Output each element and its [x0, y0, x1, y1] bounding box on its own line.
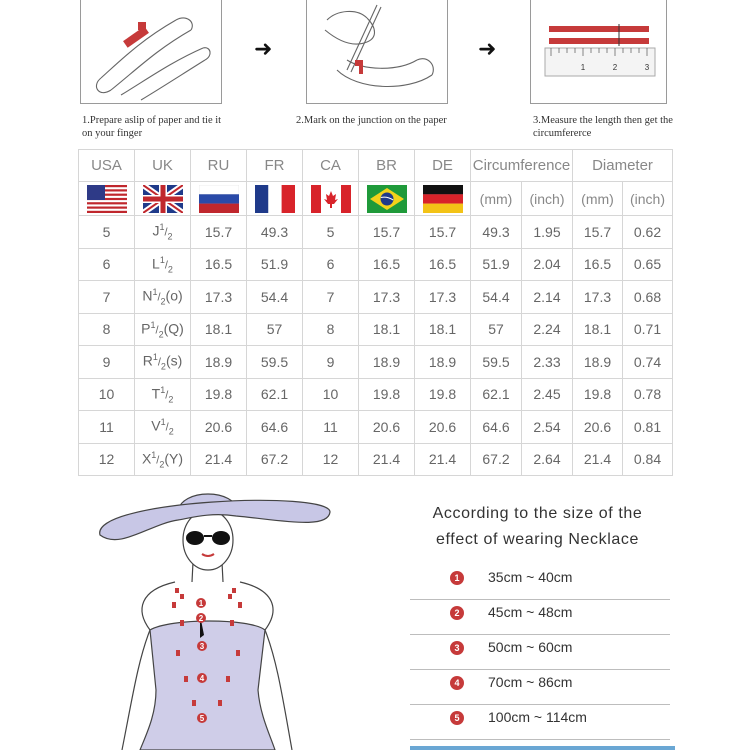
cell-ca: 8	[303, 313, 359, 346]
cell-ru: 16.5	[191, 248, 247, 281]
cell-ru: 21.4	[191, 443, 247, 476]
list-item	[410, 670, 670, 705]
uk-letter: L	[152, 255, 160, 272]
cell-circ-mm: 49.3	[471, 216, 522, 249]
table-row	[79, 443, 673, 476]
necklace-title	[400, 501, 675, 553]
us-flag-icon	[87, 185, 127, 213]
fraction-slash: /	[164, 259, 168, 272]
necklace-length: 35cm ~ 40cm	[488, 569, 573, 585]
fraction-slash: /	[157, 356, 161, 369]
figure-marker: 5	[199, 714, 205, 723]
fraction-slash: /	[165, 421, 169, 434]
cell-circ-in: 2.64	[522, 443, 573, 476]
number-badge: 4	[450, 676, 464, 690]
cell-dia-in: 0.62	[623, 216, 673, 249]
cell-usa: 6	[79, 248, 135, 281]
cell-de: 16.5	[415, 248, 471, 281]
uk-letter: P	[141, 320, 151, 337]
necklace-length: 45cm ~ 48cm	[488, 604, 573, 620]
br-flag-icon	[367, 185, 407, 213]
cell-ca: 6	[303, 248, 359, 281]
cell-circ-mm: 54.4	[471, 281, 522, 314]
table-row	[79, 216, 673, 249]
cell-dia-in: 0.71	[623, 313, 673, 346]
half-denominator: 2	[159, 458, 165, 469]
cell-circ-mm: 59.5	[471, 346, 522, 379]
ruler-illustration	[531, 0, 666, 103]
cell-ru: 17.3	[191, 281, 247, 314]
cell-dia-mm: 16.5	[573, 248, 623, 281]
cell-usa: 7	[79, 281, 135, 314]
pen-mark-illustration	[307, 0, 447, 103]
uk-suffix: (o)	[165, 287, 183, 304]
cell-dia-mm: 17.3	[573, 281, 623, 314]
cell-de: 21.4	[415, 443, 471, 476]
cell-dia-in: 0.84	[623, 443, 673, 476]
necklace-title-line2: effect of wearing Necklace	[436, 531, 639, 548]
ca-flag-icon	[311, 185, 351, 213]
cell-br: 18.1	[359, 313, 415, 346]
cell-circ-in: 2.24	[522, 313, 573, 346]
number-badge: 3	[450, 641, 464, 655]
cell-uk	[135, 346, 191, 379]
cell-usa: 11	[79, 411, 135, 444]
cell-br: 18.9	[359, 346, 415, 379]
cell-circ-in: 2.14	[522, 281, 573, 314]
bottom-strip	[410, 746, 675, 750]
cell-br: 15.7	[359, 216, 415, 249]
half-numerator: 1	[159, 222, 165, 233]
step2-caption: 2.Mark on the junction on the paper	[296, 115, 447, 126]
cell-circ-in: 2.33	[522, 346, 573, 379]
cell-ru: 18.9	[191, 346, 247, 379]
cell-dia-in: 0.68	[623, 281, 673, 314]
unit-dia-mm: (mm)	[573, 182, 623, 216]
flag-row	[79, 182, 673, 216]
cell-dia-mm: 18.9	[573, 346, 623, 379]
cell-ca: 11	[303, 411, 359, 444]
cell-uk	[135, 281, 191, 314]
fraction-slash: /	[157, 291, 161, 304]
cell-fr: 62.1	[247, 378, 303, 411]
cell-uk	[135, 378, 191, 411]
cell-de: 18.9	[415, 346, 471, 379]
cell-fr: 64.6	[247, 411, 303, 444]
uk-letter: J	[152, 222, 160, 239]
arrow-right-icon: ➜	[478, 36, 497, 61]
uk-letter: X	[141, 450, 152, 467]
uk-letter: N	[142, 287, 153, 304]
uk-letter: T	[151, 385, 161, 402]
cell-circ-mm: 67.2	[471, 443, 522, 476]
unit-circ-mm: (mm)	[471, 182, 522, 216]
cell-circ-mm: 57	[471, 313, 522, 346]
half-numerator: 1	[160, 384, 166, 395]
cell-circ-mm: 64.6	[471, 411, 522, 444]
cell-dia-in: 0.65	[623, 248, 673, 281]
ruler-number: 1	[580, 63, 586, 72]
cell-ru: 15.7	[191, 216, 247, 249]
cell-fr: 49.3	[247, 216, 303, 249]
necklace-length: 100cm ~ 114cm	[488, 709, 587, 725]
cell-fr: 51.9	[247, 248, 303, 281]
half-denominator: 2	[160, 296, 166, 307]
col-header-de: DE	[415, 150, 471, 182]
step1-illustration	[80, 0, 222, 104]
half-denominator: 2	[160, 361, 166, 372]
necklace-length: 70cm ~ 86cm	[488, 674, 573, 690]
half-numerator: 1	[159, 254, 165, 265]
cell-circ-in: 2.04	[522, 248, 573, 281]
step3-illustration	[530, 0, 667, 104]
number-badge: 1	[450, 571, 464, 585]
necklace-size-list	[410, 565, 670, 740]
half-denominator: 2	[158, 328, 164, 339]
col-header-diameter: Diameter	[573, 150, 673, 182]
col-header-ru: RU	[191, 150, 247, 182]
col-header-uk: UK	[135, 150, 191, 182]
cell-ru: 20.6	[191, 411, 247, 444]
cell-uk	[135, 443, 191, 476]
uk-suffix: (Y)	[164, 450, 184, 467]
cell-ca: 10	[303, 378, 359, 411]
half-denominator: 2	[168, 426, 174, 437]
necklace-title-line1: According to the size of the	[432, 505, 643, 522]
size-rows	[79, 216, 673, 476]
cell-circ-in: 1.95	[522, 216, 573, 249]
cell-de: 15.7	[415, 216, 471, 249]
cell-uk	[135, 216, 191, 249]
cell-dia-in: 0.74	[623, 346, 673, 379]
unit-dia-inch: (inch)	[623, 182, 673, 216]
table-row	[79, 313, 673, 346]
cell-fr: 59.5	[247, 346, 303, 379]
table-row	[79, 248, 673, 281]
col-header-fr: FR	[247, 150, 303, 182]
list-item	[410, 600, 670, 635]
de-flag-icon	[423, 185, 463, 213]
cell-dia-mm: 15.7	[573, 216, 623, 249]
cell-ca: 5	[303, 216, 359, 249]
cell-circ-mm: 51.9	[471, 248, 522, 281]
table-row	[79, 281, 673, 314]
cell-br: 17.3	[359, 281, 415, 314]
list-item	[410, 635, 670, 670]
half-denominator: 2	[167, 231, 173, 242]
cell-dia-mm: 21.4	[573, 443, 623, 476]
half-numerator: 1	[151, 449, 157, 460]
table-row	[79, 346, 673, 379]
uk-letter: V	[151, 417, 161, 434]
cell-br: 19.8	[359, 378, 415, 411]
cell-ca: 9	[303, 346, 359, 379]
step3-caption: 3.Measure the length then get the circumfererce	[533, 115, 673, 139]
cell-br: 21.4	[359, 443, 415, 476]
fraction-slash: /	[156, 454, 160, 467]
half-denominator: 2	[167, 263, 173, 274]
ru-flag-icon	[199, 185, 239, 213]
uk-letter: R	[142, 352, 153, 369]
fraction-slash: /	[164, 226, 168, 239]
step2-illustration	[306, 0, 448, 104]
uk-suffix: (Q)	[163, 320, 184, 337]
fraction-slash: /	[165, 389, 169, 402]
fr-flag-icon	[255, 185, 295, 213]
col-header-br: BR	[359, 150, 415, 182]
col-header-usa: USA	[79, 150, 135, 182]
col-header-ca: CA	[303, 150, 359, 182]
cell-usa: 10	[79, 378, 135, 411]
cell-uk	[135, 248, 191, 281]
table-header-row	[79, 150, 673, 182]
cell-ca: 7	[303, 281, 359, 314]
figure-marker: 4	[199, 674, 205, 683]
cell-dia-mm: 20.6	[573, 411, 623, 444]
step1-caption: 1.Prepare aslip of paper and tie it on your finger	[82, 115, 222, 139]
ruler-number: 2	[612, 63, 618, 72]
cell-usa: 5	[79, 216, 135, 249]
cell-de: 19.8	[415, 378, 471, 411]
cell-dia-mm: 19.8	[573, 378, 623, 411]
cell-dia-in: 0.78	[623, 378, 673, 411]
col-header-circumference: Circumference	[471, 150, 573, 182]
cell-uk	[135, 313, 191, 346]
cell-de: 17.3	[415, 281, 471, 314]
figure-marker: 2	[198, 614, 204, 623]
table-row	[79, 378, 673, 411]
cell-br: 16.5	[359, 248, 415, 281]
cell-de: 20.6	[415, 411, 471, 444]
ring-size-table	[78, 149, 673, 476]
cell-ru: 19.8	[191, 378, 247, 411]
cell-ru: 18.1	[191, 313, 247, 346]
woman-necklace-figure	[80, 490, 380, 750]
list-item	[410, 705, 670, 740]
necklace-length: 50cm ~ 60cm	[488, 639, 573, 655]
fraction-slash: /	[155, 324, 159, 337]
cell-br: 20.6	[359, 411, 415, 444]
ruler-number: 3	[644, 63, 650, 72]
cell-dia-in: 0.81	[623, 411, 673, 444]
half-numerator: 1	[152, 287, 158, 298]
cell-usa: 8	[79, 313, 135, 346]
finger-paper-illustration	[81, 0, 221, 103]
cell-fr: 67.2	[247, 443, 303, 476]
cell-uk	[135, 411, 191, 444]
number-badge: 2	[450, 606, 464, 620]
cell-circ-mm: 62.1	[471, 378, 522, 411]
cell-fr: 57	[247, 313, 303, 346]
cell-circ-in: 2.54	[522, 411, 573, 444]
cell-de: 18.1	[415, 313, 471, 346]
figure-marker: 1	[198, 599, 204, 608]
half-denominator: 2	[168, 393, 174, 404]
figure-marker: 3	[199, 642, 205, 651]
number-badge: 5	[450, 711, 464, 725]
uk-flag-icon	[143, 185, 183, 213]
cell-fr: 54.4	[247, 281, 303, 314]
unit-circ-inch: (inch)	[522, 182, 573, 216]
half-numerator: 1	[150, 319, 156, 330]
cell-usa: 9	[79, 346, 135, 379]
list-item	[410, 565, 670, 600]
arrow-right-icon: ➜	[254, 36, 273, 61]
cell-circ-in: 2.45	[522, 378, 573, 411]
half-numerator: 1	[152, 352, 158, 363]
cell-dia-mm: 18.1	[573, 313, 623, 346]
uk-suffix: (s)	[165, 352, 183, 369]
cell-ca: 12	[303, 443, 359, 476]
cell-usa: 12	[79, 443, 135, 476]
half-numerator: 1	[160, 417, 166, 428]
table-row	[79, 411, 673, 444]
